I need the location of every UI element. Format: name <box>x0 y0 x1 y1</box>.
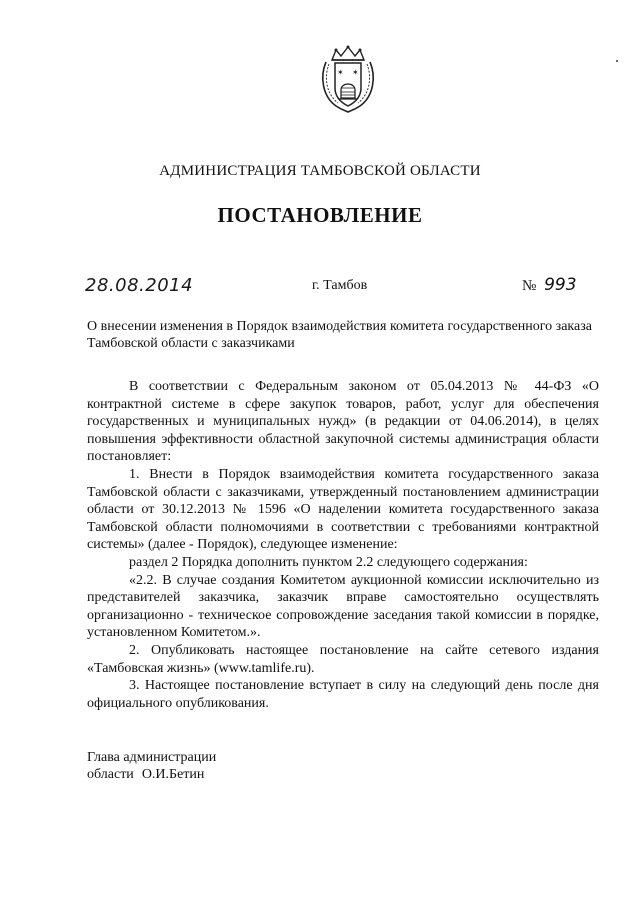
signature-position-line1: Глава администрации <box>87 750 217 765</box>
document-body <box>87 378 599 712</box>
svg-text:✶: ✶ <box>337 68 344 77</box>
signatory-name: О.И.Бетин <box>141 767 205 782</box>
organization-title: АДМИНИСТРАЦИЯ ТАМБОВСКОЙ ОБЛАСТИ <box>159 163 481 179</box>
preamble-paragraph: В соответствии с Федеральным законом от 05.04.2013 № 44-ФЗ «О контрактной системе в сфере закупок товаров, работ, услуг для обеспечения государственных и муниципальных нужд» (в редакции от 04.06.2014), в целях повышения эффективности областной закупочной системы администрация области постановляет: <box>87 379 599 465</box>
tambov-coat-of-arms-icon <box>318 44 378 114</box>
signature-position-line2: области <box>87 767 134 782</box>
item-2-paragraph: 2. Опубликовать настоящее постановление на сайте сетевого издания «Тамбовская жизнь» (www.tamlife.ru). <box>87 642 599 676</box>
svg-text:✶: ✶ <box>352 68 359 77</box>
document-city: г. Тамбов <box>312 278 368 293</box>
item-3-paragraph: 3. Настоящее постановление вступает в силу на следующий день после дня официального опубликования. <box>87 678 599 711</box>
number-label: № <box>522 278 537 294</box>
document-number: 993 <box>544 275 577 295</box>
item-1-paragraph: 1. Внести в Порядок взаимодействия комитета государственного заказа Тамбовской области с заказчиками, утвержденный постановлением администрации области от 30.12.2013 № 1596 «О наделении комитета государственного заказа Тамбовской области полномочиями в соответствии с требованиями контрактной системы» (далее - Порядок), следующее изменение: <box>87 466 599 553</box>
signature-block <box>87 749 216 783</box>
document-type-heading: ПОСТАНОВЛЕНИЕ <box>217 203 423 227</box>
document-subject: О внесении изменения в Порядок взаимодействия комитета государственного заказа Тамбовской области с заказчиками <box>87 319 592 351</box>
scan-artifact-dot <box>616 60 618 62</box>
item-1-quote-paragraph: «2.2. В случае создания Комитетом аукционной комиссии исключительно из представителей заказчика, заказчик вправе самостоятельно осуществлять организационно - техническое сопровождение заседания такой комиссии в порядке, установленном Комитетом.». <box>87 572 599 641</box>
signature-position-line2-row <box>87 766 216 783</box>
item-1-sub-paragraph: раздел 2 Порядка дополнить пунктом 2.2 следующего содержания: <box>129 554 528 570</box>
document-date: 28.08.2014 <box>85 275 194 296</box>
document-number-block <box>522 275 577 295</box>
